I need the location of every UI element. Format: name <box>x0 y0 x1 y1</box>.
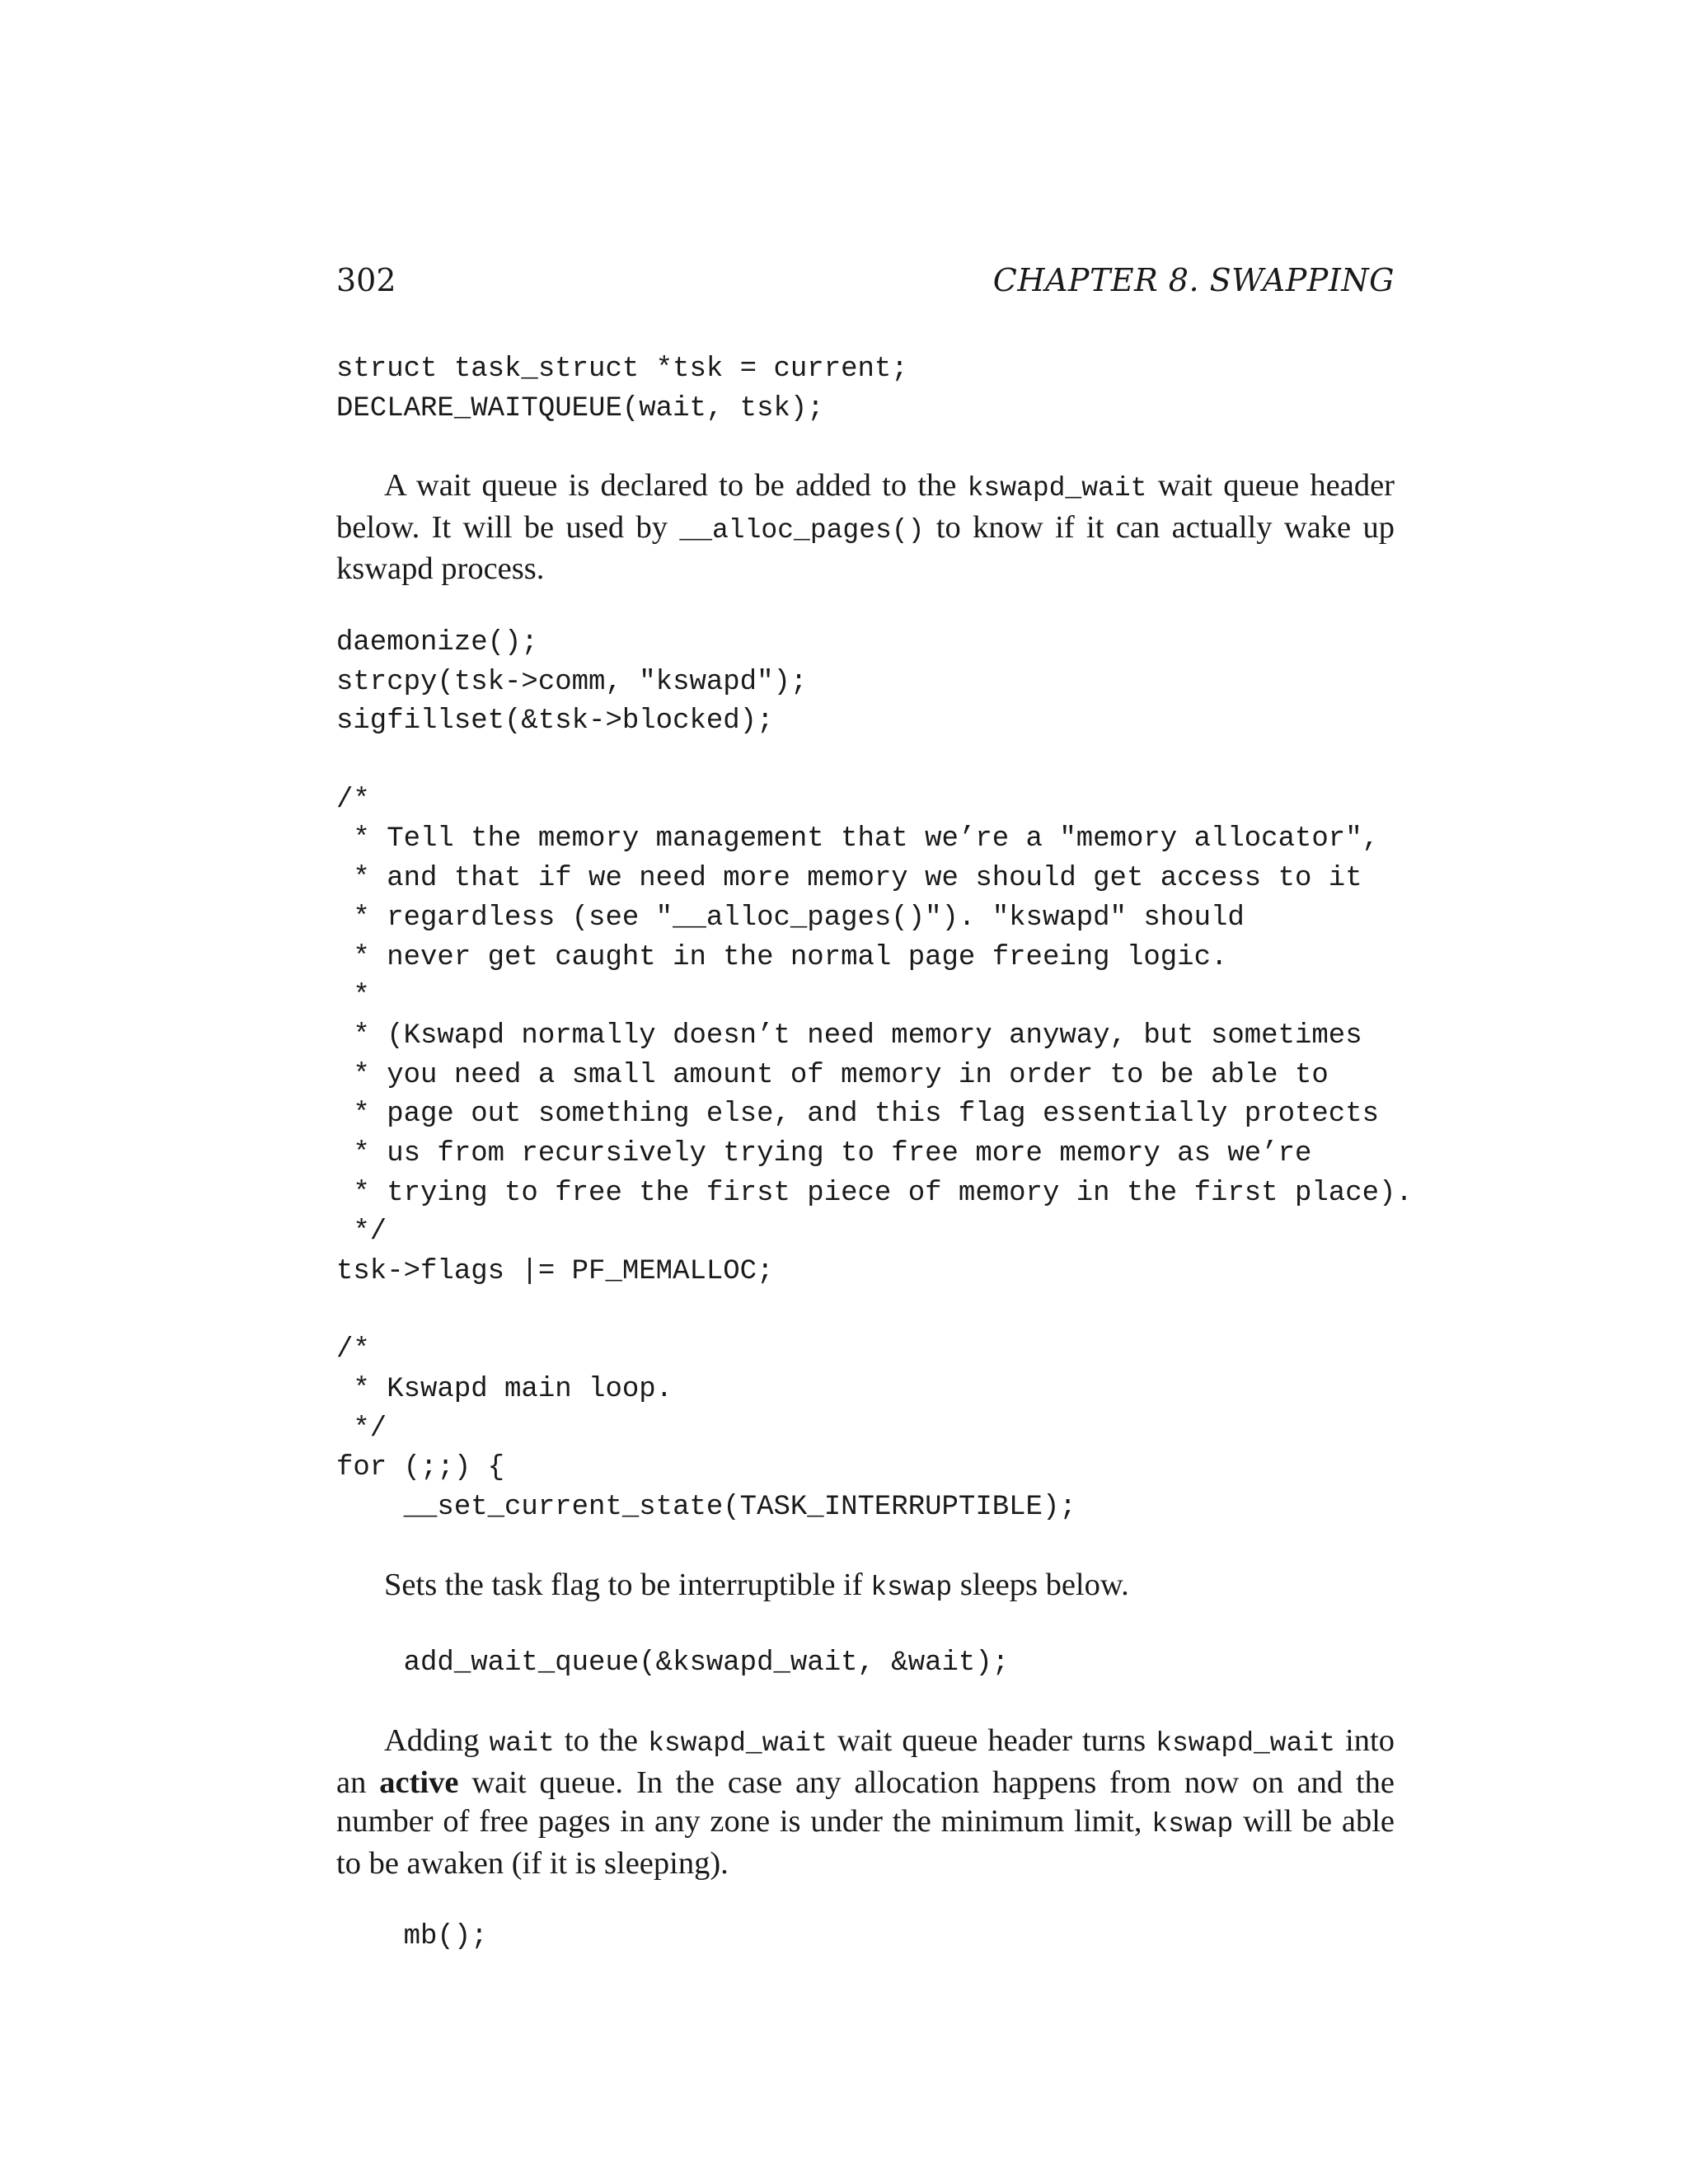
code-block-daemonize <box>336 624 1413 1528</box>
text: A wait queue is declared to be added to the <box>384 468 968 503</box>
code-line: * never get caught in the normal page freeing logic. <box>336 941 1228 973</box>
text: into an <box>336 1723 1395 1800</box>
code-line: * regardless (see "__alloc_pages()"). "kswapd" should <box>336 902 1245 934</box>
code-block-memory-barrier <box>336 1918 488 1957</box>
text: Sets the task flag to be interruptible if <box>384 1568 871 1602</box>
inline-code: kswap <box>870 1572 953 1603</box>
text: wait queue header below. It will be used by <box>336 468 1395 545</box>
code-line: * Kswapd main loop. <box>336 1374 673 1406</box>
code-line <box>336 742 1413 781</box>
text: to know if it can actually wake up kswapd process. <box>336 509 1395 587</box>
text: sleeps below. <box>952 1568 1129 1602</box>
chapter-title: CHAPTER 8. SWAPPING <box>992 262 1395 298</box>
code-line: */ <box>336 1413 387 1445</box>
paragraph-interruptible <box>336 1566 1395 1608</box>
code-line: * and that if we need more memory we should get access to it <box>336 863 1362 895</box>
text: wait queue header turns <box>827 1723 1156 1758</box>
code-line: __set_current_state(TASK_INTERRUPTIBLE); <box>336 1492 1076 1524</box>
code-line: * trying to free the first piece of memory in the first place). <box>336 1177 1413 1209</box>
code-line: * Tell the memory management that we’re a "memory allocator", <box>336 823 1380 855</box>
code-line: * you need a small amount of memory in order to be able to <box>336 1059 1329 1091</box>
code-line: */ <box>336 1216 387 1249</box>
text: to the <box>554 1723 649 1758</box>
code-line: add_wait_queue(&kswapd_wait, &wait); <box>336 1647 1010 1679</box>
code-line: strcpy(tsk->comm, "kswapd"); <box>336 666 808 698</box>
text: Adding <box>384 1723 490 1758</box>
code-block-add-wait-queue <box>336 1644 1009 1684</box>
code-line: struct task_struct *tsk = current; <box>336 354 908 385</box>
page-number: 302 <box>336 262 396 298</box>
code-line: DECLARE_WAITQUEUE(wait, tsk); <box>336 392 824 424</box>
paragraph-wait-queue <box>336 466 1395 589</box>
code-line: for (;;) { <box>336 1452 505 1484</box>
code-line: daemonize(); <box>336 627 538 658</box>
code-line: /* <box>336 784 370 816</box>
inline-code: wait <box>489 1728 555 1759</box>
inline-code: __alloc_pages() <box>679 514 925 546</box>
text: wait queue. In the case any allocation happens from now on and the number of free pages in any zone is under the minimum limit, <box>336 1765 1395 1840</box>
bold-term: active <box>379 1765 459 1800</box>
code-line: * <box>336 981 370 1013</box>
code-line: * us from recursively trying to free more memory as we’re <box>336 1137 1312 1169</box>
code-line: * (Kswapd normally doesn’t need memory anyway, but sometimes <box>336 1019 1362 1052</box>
code-line: tsk->flags |= PF_MEMALLOC; <box>336 1256 774 1287</box>
paragraph-active-wait-queue <box>336 1722 1395 1884</box>
page-header <box>336 262 1395 303</box>
inline-code: kswap <box>1151 1809 1234 1840</box>
inline-code: kswapd_wait <box>1156 1728 1336 1759</box>
code-line: * page out something else, and this flag essentially protects <box>336 1099 1380 1131</box>
code-line: mb(); <box>336 1921 488 1952</box>
inline-code: kswapd_wait <box>648 1728 828 1759</box>
text: will be able to be awaken (if it is sleeping). <box>336 1804 1395 1882</box>
code-line: sigfillset(&tsk->blocked); <box>336 705 774 738</box>
code-block-task-declaration <box>336 350 908 429</box>
code-line: /* <box>336 1334 370 1366</box>
code-line <box>336 1292 1413 1332</box>
inline-code: kswapd_wait <box>967 473 1147 504</box>
